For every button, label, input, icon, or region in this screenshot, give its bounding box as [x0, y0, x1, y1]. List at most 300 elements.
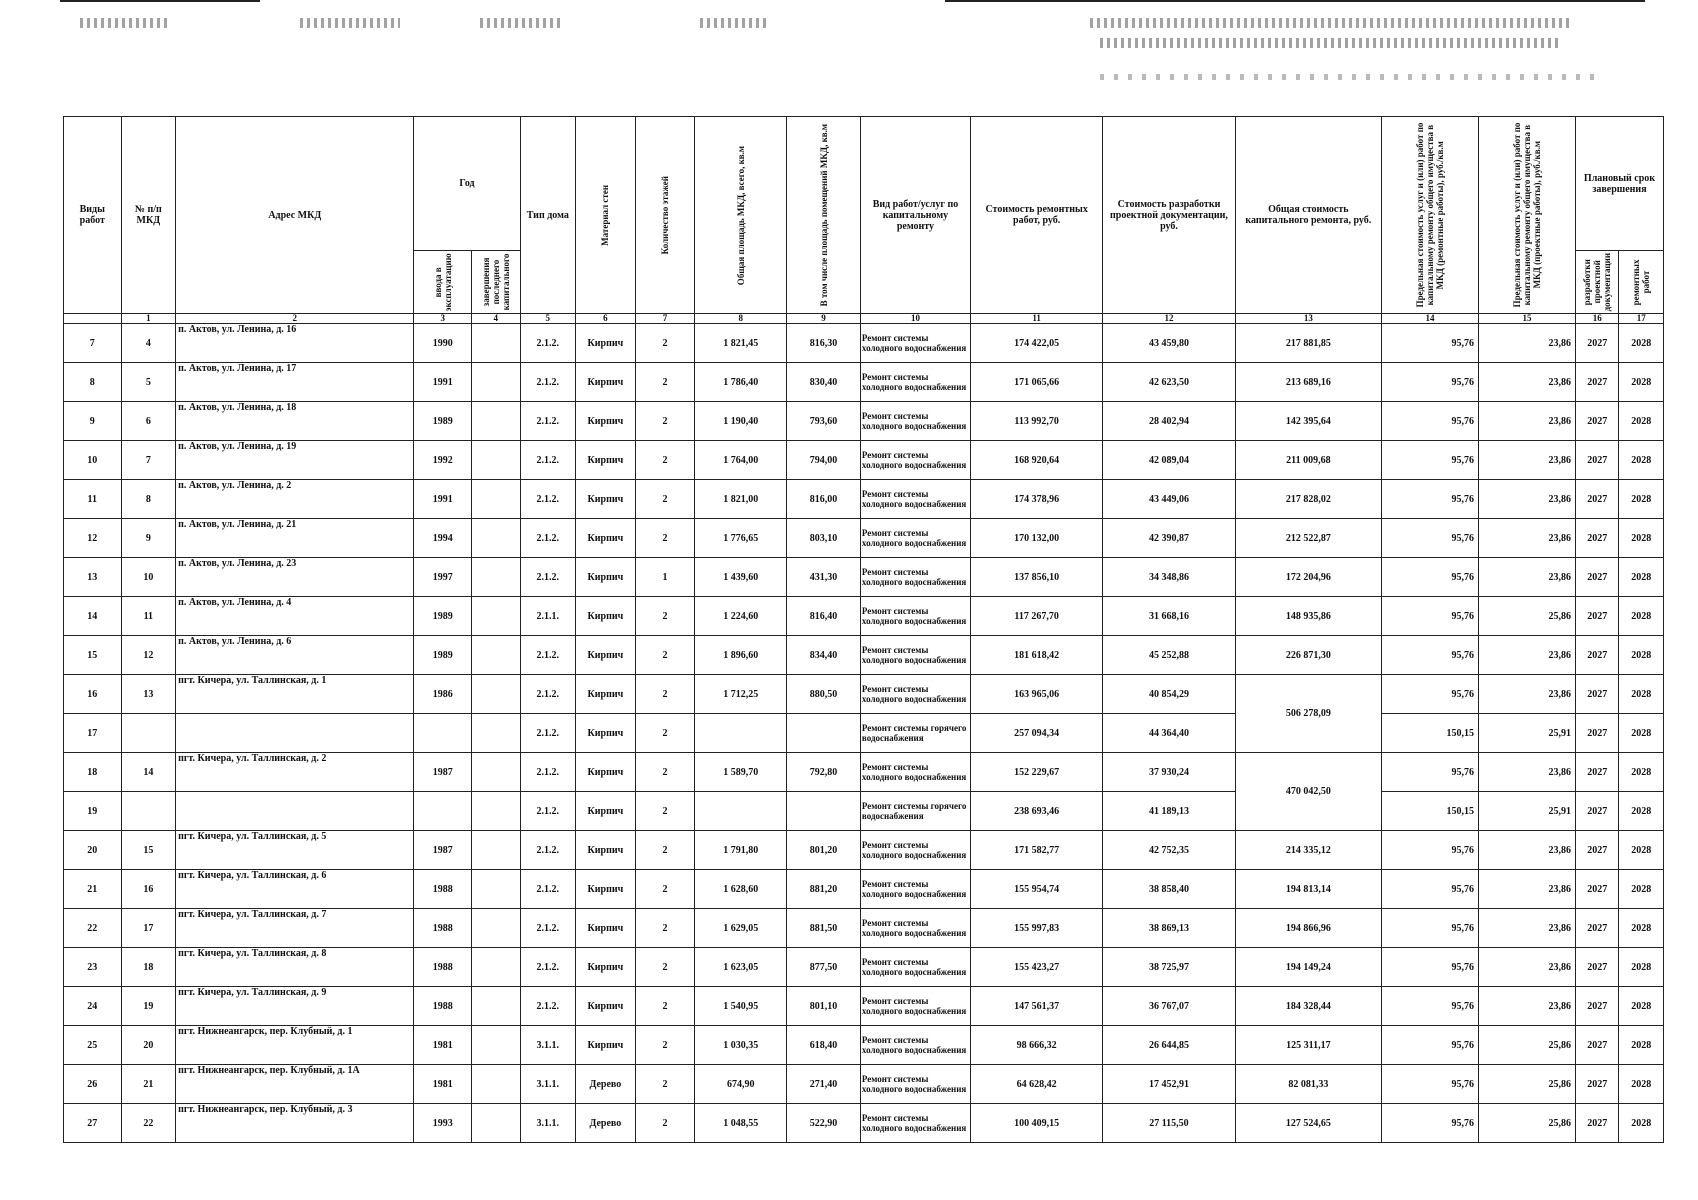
mkd-number: 9	[121, 519, 176, 558]
total-cost-cell: 211 009,68	[1235, 441, 1381, 480]
limit-cost-design-cell: 23,86	[1479, 831, 1576, 870]
mkd-number: 19	[121, 987, 176, 1026]
total-cost-cell: 194 866,96	[1235, 909, 1381, 948]
column-number: 5	[520, 314, 576, 324]
col-limit-cost-design: Предельная стоимость услуг и (или) работ по капитальному ремонту общего имущества в МКД (проектные работы), руб./кв.м	[1479, 117, 1576, 314]
mkd-number: 5	[121, 363, 176, 402]
year-last-repair-cell	[472, 636, 521, 675]
year-commissioning-cell: 1981	[414, 1065, 472, 1104]
total-area-cell: 1 629,05	[695, 909, 787, 948]
column-number: 4	[472, 314, 521, 324]
deadline-design-cell: 2027	[1575, 363, 1618, 402]
limit-cost-repair-cell: 95,76	[1382, 480, 1479, 519]
house-type-cell: 2.1.2.	[520, 714, 576, 753]
row-number: 7	[64, 324, 122, 363]
total-area-cell: 1 224,60	[695, 597, 787, 636]
house-type-cell: 2.1.2.	[520, 948, 576, 987]
design-cost-cell: 42 089,04	[1103, 441, 1235, 480]
design-cost-cell: 38 725,97	[1103, 948, 1235, 987]
premises-area-cell: 793,60	[787, 402, 861, 441]
address-cell	[176, 714, 414, 753]
row-number: 16	[64, 675, 122, 714]
deadline-repair-cell: 2028	[1619, 870, 1664, 909]
deadline-repair-cell: 2028	[1619, 480, 1664, 519]
repair-cost-cell: 238 693,46	[971, 792, 1103, 831]
column-number: 10	[860, 314, 970, 324]
work-kind-cell: Ремонт системы холодного водоснабжения	[860, 1104, 970, 1143]
total-area-cell: 1 439,60	[695, 558, 787, 597]
mkd-number: 16	[121, 870, 176, 909]
work-kind-cell: Ремонт системы холодного водоснабжения	[860, 480, 970, 519]
total-area-cell: 1 791,80	[695, 831, 787, 870]
column-number: 1	[121, 314, 176, 324]
year-last-repair-cell	[472, 987, 521, 1026]
total-cost-cell: 506 278,09	[1235, 675, 1381, 753]
total-cost-cell: 125 311,17	[1235, 1026, 1381, 1065]
row-number: 12	[64, 519, 122, 558]
house-type-cell: 3.1.1.	[520, 1065, 576, 1104]
column-number: 15	[1479, 314, 1576, 324]
total-cost-cell: 194 813,14	[1235, 870, 1381, 909]
total-cost-cell: 82 081,33	[1235, 1065, 1381, 1104]
limit-cost-design-cell: 23,86	[1479, 870, 1576, 909]
total-cost-cell: 212 522,87	[1235, 519, 1381, 558]
mkd-number	[121, 792, 176, 831]
year-last-repair-cell	[472, 480, 521, 519]
deadline-repair-cell: 2028	[1619, 753, 1664, 792]
repair-cost-cell: 152 229,67	[971, 753, 1103, 792]
repair-cost-cell: 137 856,10	[971, 558, 1103, 597]
mkd-number: 4	[121, 324, 176, 363]
design-cost-cell: 31 668,16	[1103, 597, 1235, 636]
wall-material-cell: Кирпич	[576, 363, 636, 402]
limit-cost-design-cell: 23,86	[1479, 324, 1576, 363]
wall-material-cell: Кирпич	[576, 792, 636, 831]
year-commissioning-cell	[414, 792, 472, 831]
limit-cost-repair-cell: 95,76	[1382, 753, 1479, 792]
work-kind-cell: Ремонт системы холодного водоснабжения	[860, 909, 970, 948]
limit-cost-design-cell: 23,86	[1479, 636, 1576, 675]
deadline-design-cell: 2027	[1575, 792, 1618, 831]
header-smudge	[480, 18, 560, 28]
table-row	[64, 948, 1664, 987]
limit-cost-design-cell: 25,86	[1479, 597, 1576, 636]
design-cost-cell: 42 390,87	[1103, 519, 1235, 558]
limit-cost-repair-cell: 95,76	[1382, 987, 1479, 1026]
deadline-repair-cell: 2028	[1619, 714, 1664, 753]
repair-cost-cell: 113 992,70	[971, 402, 1103, 441]
column-number: 9	[787, 314, 861, 324]
premises-area-cell: 801,20	[787, 831, 861, 870]
year-commissioning-cell: 1991	[414, 363, 472, 402]
limit-cost-repair-cell: 95,76	[1382, 1104, 1479, 1143]
year-commissioning-cell: 1988	[414, 948, 472, 987]
column-number: 2	[176, 314, 414, 324]
row-number: 13	[64, 558, 122, 597]
address-cell: пгт. Кичера, ул. Таллинская, д. 9	[176, 987, 414, 1026]
year-last-repair-cell	[472, 519, 521, 558]
year-last-repair-cell	[472, 597, 521, 636]
total-cost-cell: 213 689,16	[1235, 363, 1381, 402]
deadline-design-cell: 2027	[1575, 636, 1618, 675]
limit-cost-design-cell: 23,86	[1479, 441, 1576, 480]
wall-material-cell: Кирпич	[576, 324, 636, 363]
deadline-design-cell: 2027	[1575, 714, 1618, 753]
design-cost-cell: 45 252,88	[1103, 636, 1235, 675]
limit-cost-design-cell: 25,86	[1479, 1104, 1576, 1143]
year-last-repair-cell	[472, 792, 521, 831]
limit-cost-repair-cell: 95,76	[1382, 324, 1479, 363]
design-cost-cell: 38 869,13	[1103, 909, 1235, 948]
mkd-number: 14	[121, 753, 176, 792]
limit-cost-repair-cell: 95,76	[1382, 675, 1479, 714]
house-type-cell: 2.1.2.	[520, 753, 576, 792]
table-row	[64, 480, 1664, 519]
premises-area-cell: 880,50	[787, 675, 861, 714]
total-area-cell: 1 589,70	[695, 753, 787, 792]
work-kind-cell: Ремонт системы холодного водоснабжения	[860, 948, 970, 987]
deadline-design-cell: 2027	[1575, 441, 1618, 480]
work-kind-cell: Ремонт системы холодного водоснабжения	[860, 324, 970, 363]
repair-cost-cell: 100 409,15	[971, 1104, 1103, 1143]
top-rule-right	[945, 0, 1645, 2]
total-cost-cell: 214 335,12	[1235, 831, 1381, 870]
total-area-cell: 1 048,55	[695, 1104, 787, 1143]
floors-cell: 2	[635, 870, 695, 909]
table-row	[64, 636, 1664, 675]
house-type-cell: 2.1.2.	[520, 480, 576, 519]
repair-cost-cell: 155 423,27	[971, 948, 1103, 987]
col-deadline: Плановый срок завершения	[1575, 117, 1663, 251]
design-cost-cell: 38 858,40	[1103, 870, 1235, 909]
table-row	[64, 909, 1664, 948]
mkd-number: 15	[121, 831, 176, 870]
deadline-repair-cell: 2028	[1619, 441, 1664, 480]
address-cell: п. Актов, ул. Ленина, д. 23	[176, 558, 414, 597]
total-cost-cell: 172 204,96	[1235, 558, 1381, 597]
limit-cost-design-cell: 25,91	[1479, 792, 1576, 831]
floors-cell: 2	[635, 714, 695, 753]
premises-area-cell: 803,10	[787, 519, 861, 558]
floors-cell: 2	[635, 1065, 695, 1104]
deadline-design-cell: 2027	[1575, 753, 1618, 792]
deadline-design-cell: 2027	[1575, 480, 1618, 519]
col-year-commissioning: ввода в эксплуатацию	[414, 251, 472, 314]
design-cost-cell: 43 459,80	[1103, 324, 1235, 363]
year-last-repair-cell	[472, 753, 521, 792]
design-cost-cell: 36 767,07	[1103, 987, 1235, 1026]
address-cell: пгт. Кичера, ул. Таллинская, д. 2	[176, 753, 414, 792]
deadline-design-cell: 2027	[1575, 1104, 1618, 1143]
premises-area-cell: 801,10	[787, 987, 861, 1026]
year-commissioning-cell: 1988	[414, 987, 472, 1026]
year-last-repair-cell	[472, 1065, 521, 1104]
table-row	[64, 675, 1664, 714]
total-cost-cell: 217 828,02	[1235, 480, 1381, 519]
row-number: 27	[64, 1104, 122, 1143]
deadline-repair-cell: 2028	[1619, 675, 1664, 714]
year-last-repair-cell	[472, 870, 521, 909]
house-type-cell: 2.1.2.	[520, 675, 576, 714]
house-type-cell: 2.1.2.	[520, 636, 576, 675]
deadline-design-cell: 2027	[1575, 558, 1618, 597]
limit-cost-design-cell: 23,86	[1479, 402, 1576, 441]
limit-cost-repair-cell: 95,76	[1382, 831, 1479, 870]
house-type-cell: 2.1.1.	[520, 597, 576, 636]
deadline-repair-cell: 2028	[1619, 324, 1664, 363]
wall-material-cell: Кирпич	[576, 1026, 636, 1065]
deadline-design-cell: 2027	[1575, 402, 1618, 441]
col-premises-area: В том числе площадь помещений МКД, кв.м	[787, 117, 861, 314]
work-kind-cell: Ремонт системы холодного водоснабжения	[860, 753, 970, 792]
table-row	[64, 1065, 1664, 1104]
row-number: 22	[64, 909, 122, 948]
address-cell: пгт. Нижнеангарск, пер. Клубный, д. 1	[176, 1026, 414, 1065]
address-cell: п. Актов, ул. Ленина, д. 19	[176, 441, 414, 480]
col-year-last-repair: завершения последнего капитального	[472, 251, 521, 314]
wall-material-cell: Кирпич	[576, 948, 636, 987]
floors-cell: 2	[635, 597, 695, 636]
premises-area-cell: 816,30	[787, 324, 861, 363]
design-cost-cell: 40 854,29	[1103, 675, 1235, 714]
total-area-cell: 1 764,00	[695, 441, 787, 480]
header-smudge	[1090, 18, 1570, 28]
design-cost-cell: 27 115,50	[1103, 1104, 1235, 1143]
table-row	[64, 792, 1664, 831]
year-commissioning-cell: 1994	[414, 519, 472, 558]
house-type-cell: 2.1.2.	[520, 792, 576, 831]
row-number: 9	[64, 402, 122, 441]
year-commissioning-cell: 1989	[414, 402, 472, 441]
address-cell: пгт. Кичера, ул. Таллинская, д. 7	[176, 909, 414, 948]
premises-area-cell: 881,20	[787, 870, 861, 909]
limit-cost-design-cell: 23,86	[1479, 909, 1576, 948]
row-number: 15	[64, 636, 122, 675]
column-number: 11	[971, 314, 1103, 324]
table-row	[64, 597, 1664, 636]
floors-cell: 2	[635, 753, 695, 792]
design-cost-cell: 44 364,40	[1103, 714, 1235, 753]
design-cost-cell: 42 752,35	[1103, 831, 1235, 870]
premises-area-cell	[787, 792, 861, 831]
address-cell: п. Актов, ул. Ленина, д. 21	[176, 519, 414, 558]
deadline-design-cell: 2027	[1575, 948, 1618, 987]
year-commissioning-cell: 1992	[414, 441, 472, 480]
year-commissioning-cell: 1988	[414, 909, 472, 948]
address-cell: пгт. Нижнеангарск, пер. Клубный, д. 1А	[176, 1065, 414, 1104]
address-cell: пгт. Кичера, ул. Таллинская, д. 1	[176, 675, 414, 714]
row-number: 21	[64, 870, 122, 909]
premises-area-cell: 834,40	[787, 636, 861, 675]
house-type-cell: 2.1.2.	[520, 558, 576, 597]
deadline-design-cell: 2027	[1575, 1065, 1618, 1104]
mkd-number: 11	[121, 597, 176, 636]
limit-cost-repair-cell: 150,15	[1382, 714, 1479, 753]
total-area-cell: 1 712,25	[695, 675, 787, 714]
address-cell: пгт. Кичера, ул. Таллинская, д. 6	[176, 870, 414, 909]
floors-cell: 2	[635, 441, 695, 480]
row-number: 14	[64, 597, 122, 636]
total-cost-cell: 184 328,44	[1235, 987, 1381, 1026]
floors-cell: 2	[635, 480, 695, 519]
total-area-cell: 1 776,65	[695, 519, 787, 558]
column-number: 12	[1103, 314, 1235, 324]
mkd-number: 13	[121, 675, 176, 714]
deadline-design-cell: 2027	[1575, 597, 1618, 636]
limit-cost-design-cell: 23,86	[1479, 363, 1576, 402]
total-area-cell: 1 821,00	[695, 480, 787, 519]
house-type-cell: 2.1.2.	[520, 831, 576, 870]
deadline-repair-cell: 2028	[1619, 792, 1664, 831]
table-row	[64, 558, 1664, 597]
total-cost-cell: 217 881,85	[1235, 324, 1381, 363]
table-row	[64, 831, 1664, 870]
mkd-number: 8	[121, 480, 176, 519]
deadline-design-cell: 2027	[1575, 831, 1618, 870]
design-cost-cell: 37 930,24	[1103, 753, 1235, 792]
mkd-number: 7	[121, 441, 176, 480]
limit-cost-repair-cell: 95,76	[1382, 558, 1479, 597]
row-number: 17	[64, 714, 122, 753]
total-area-cell: 1 030,35	[695, 1026, 787, 1065]
address-cell: пгт. Кичера, ул. Таллинская, д. 8	[176, 948, 414, 987]
table-row	[64, 714, 1664, 753]
table-row	[64, 870, 1664, 909]
year-last-repair-cell	[472, 714, 521, 753]
mkd-number: 12	[121, 636, 176, 675]
row-number: 23	[64, 948, 122, 987]
wall-material-cell: Кирпич	[576, 909, 636, 948]
house-type-cell: 2.1.2.	[520, 987, 576, 1026]
mkd-number: 10	[121, 558, 176, 597]
floors-cell: 2	[635, 402, 695, 441]
wall-material-cell: Кирпич	[576, 753, 636, 792]
limit-cost-repair-cell: 95,76	[1382, 1065, 1479, 1104]
year-commissioning-cell: 1989	[414, 636, 472, 675]
col-repair-cost: Стоимость ремонтных работ, руб.	[971, 117, 1103, 314]
house-type-cell: 3.1.1.	[520, 1104, 576, 1143]
house-type-cell: 2.1.2.	[520, 519, 576, 558]
design-cost-cell: 41 189,13	[1103, 792, 1235, 831]
premises-area-cell: 522,90	[787, 1104, 861, 1143]
deadline-repair-cell: 2028	[1619, 636, 1664, 675]
wall-material-cell: Кирпич	[576, 480, 636, 519]
floors-cell: 2	[635, 909, 695, 948]
wall-material-cell: Дерево	[576, 1065, 636, 1104]
floors-cell: 2	[635, 519, 695, 558]
row-number: 24	[64, 987, 122, 1026]
col-total-area: Общая площадь МКД, всего, кв.м	[695, 117, 787, 314]
deadline-repair-cell: 2028	[1619, 831, 1664, 870]
deadline-design-cell: 2027	[1575, 909, 1618, 948]
house-type-cell: 2.1.2.	[520, 324, 576, 363]
header-smudge	[700, 18, 770, 28]
premises-area-cell: 830,40	[787, 363, 861, 402]
work-kind-cell: Ремонт системы горячего водоснабжения	[860, 792, 970, 831]
repair-cost-cell: 181 618,42	[971, 636, 1103, 675]
wall-material-cell: Кирпич	[576, 441, 636, 480]
year-last-repair-cell	[472, 402, 521, 441]
year-commissioning-cell: 1987	[414, 753, 472, 792]
total-area-cell: 1 786,40	[695, 363, 787, 402]
address-cell: п. Актов, ул. Ленина, д. 18	[176, 402, 414, 441]
work-kind-cell: Ремонт системы холодного водоснабжения	[860, 987, 970, 1026]
top-rule-left	[60, 0, 260, 2]
deadline-design-cell: 2027	[1575, 987, 1618, 1026]
wall-material-cell: Кирпич	[576, 636, 636, 675]
col-deadline-design: разработки проектной документации	[1575, 251, 1618, 314]
year-commissioning-cell: 1986	[414, 675, 472, 714]
repair-cost-cell: 155 997,83	[971, 909, 1103, 948]
col-design-cost: Стоимость разработки проектной документации, руб.	[1103, 117, 1235, 314]
col-wall-material: Материал стен	[576, 117, 636, 314]
total-cost-cell: 127 524,65	[1235, 1104, 1381, 1143]
table-row	[64, 753, 1664, 792]
total-area-cell: 1 821,45	[695, 324, 787, 363]
address-cell: пгт. Нижнеангарск, пер. Клубный, д. 3	[176, 1104, 414, 1143]
floors-cell: 2	[635, 987, 695, 1026]
floors-cell: 2	[635, 363, 695, 402]
header-smudge	[300, 18, 400, 28]
total-area-cell: 1 628,60	[695, 870, 787, 909]
limit-cost-design-cell: 23,86	[1479, 558, 1576, 597]
year-commissioning-cell: 1989	[414, 597, 472, 636]
mkd-number: 20	[121, 1026, 176, 1065]
repair-cost-cell: 170 132,00	[971, 519, 1103, 558]
total-area-cell	[695, 792, 787, 831]
limit-cost-design-cell: 23,86	[1479, 480, 1576, 519]
premises-area-cell: 618,40	[787, 1026, 861, 1065]
design-cost-cell: 28 402,94	[1103, 402, 1235, 441]
wall-material-cell: Кирпич	[576, 987, 636, 1026]
table-row	[64, 1104, 1664, 1143]
total-area-cell: 674,90	[695, 1065, 787, 1104]
premises-area-cell: 881,50	[787, 909, 861, 948]
col-floors: Количество этажей	[635, 117, 695, 314]
year-commissioning-cell: 1993	[414, 1104, 472, 1143]
repair-cost-cell: 171 065,66	[971, 363, 1103, 402]
premises-area-cell	[787, 714, 861, 753]
header-smudge	[80, 18, 170, 28]
wall-material-cell: Кирпич	[576, 831, 636, 870]
year-commissioning-cell: 1997	[414, 558, 472, 597]
column-number: 16	[1575, 314, 1618, 324]
col-deadline-repair: ремонтных работ	[1619, 251, 1664, 314]
work-kind-cell: Ремонт системы холодного водоснабжения	[860, 597, 970, 636]
year-commissioning-cell: 1981	[414, 1026, 472, 1065]
col-house-type: Тип дома	[520, 117, 576, 314]
address-cell: п. Актов, ул. Ленина, д. 4	[176, 597, 414, 636]
col-num: № п/п МКД	[121, 117, 176, 314]
limit-cost-repair-cell: 95,76	[1382, 870, 1479, 909]
floors-cell: 2	[635, 675, 695, 714]
year-commissioning-cell: 1988	[414, 870, 472, 909]
year-last-repair-cell	[472, 558, 521, 597]
table-row	[64, 987, 1664, 1026]
mkd-number: 18	[121, 948, 176, 987]
limit-cost-repair-cell: 95,76	[1382, 909, 1479, 948]
deadline-repair-cell: 2028	[1619, 597, 1664, 636]
total-cost-cell: 142 395,64	[1235, 402, 1381, 441]
address-cell	[176, 792, 414, 831]
wall-material-cell: Кирпич	[576, 519, 636, 558]
work-kind-cell: Ремонт системы холодного водоснабжения	[860, 363, 970, 402]
row-number: 19	[64, 792, 122, 831]
limit-cost-design-cell: 25,86	[1479, 1026, 1576, 1065]
repair-cost-cell: 168 920,64	[971, 441, 1103, 480]
work-kind-cell: Ремонт системы горячего водоснабжения	[860, 714, 970, 753]
limit-cost-design-cell: 23,86	[1479, 519, 1576, 558]
